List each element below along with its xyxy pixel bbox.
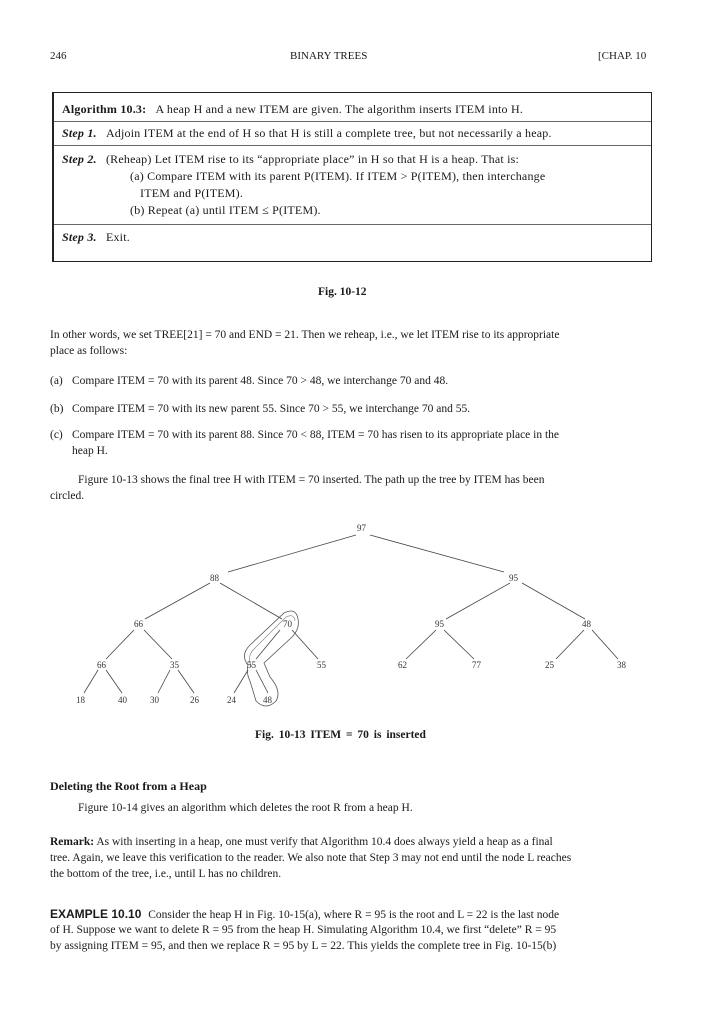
example-line: of H. Suppose we want to delete R = 95 from the heap H. Simulating Algorithm 10.4, we first “delete” R = 95 xyxy=(50,924,557,936)
tree-node: 48 xyxy=(263,695,272,705)
tree-edge xyxy=(84,670,98,693)
figure-caption-10-12: Fig. 10-12 xyxy=(318,286,367,298)
step2b-line: (b) Repeat (a) until ITEM ≤ P(ITEM). xyxy=(130,203,321,217)
tree-edge xyxy=(158,670,170,693)
tree-node: 97 xyxy=(357,523,366,533)
divider xyxy=(54,145,651,146)
tree-edge xyxy=(446,583,510,619)
list-item-text: Compare ITEM = 70 with its new parent 55. Since 70 > 55, we interchange 70 and 55. xyxy=(72,403,471,415)
algorithm-box xyxy=(52,92,652,262)
tree-node: 18 xyxy=(76,695,85,705)
tree-node: 30 xyxy=(150,695,159,705)
tree-edge xyxy=(256,670,268,693)
tree-node: 35 xyxy=(170,660,179,670)
list-item-label: (a) xyxy=(50,375,63,387)
tree-node: 55 xyxy=(317,660,326,670)
example-text: Consider the heap H in Fig. 10-15(a), where R = 95 is the root and L = 22 is the last node xyxy=(148,909,560,921)
divider xyxy=(54,224,651,225)
tree-node: 66 xyxy=(97,660,106,670)
step1-line xyxy=(62,126,552,141)
step1-text: Adjoin ITEM at the end of H so that H is still a complete tree, but not necessarily a heap. xyxy=(105,126,552,140)
tree-node: 38 xyxy=(617,660,626,670)
step2-line xyxy=(62,152,519,167)
remark-label: Remark: xyxy=(50,836,95,848)
paragraph-line: place as follows: xyxy=(50,345,128,357)
step2a-line2: ITEM and P(ITEM). xyxy=(140,186,244,200)
tree-edge xyxy=(220,583,282,619)
step2a-line1: (a) Compare ITEM with its parent P(ITEM). If ITEM > P(ITEM), then interchange xyxy=(130,169,546,183)
tree-edge xyxy=(106,670,122,693)
step2-label: Step 2. xyxy=(62,152,97,166)
list-item-label: (c) xyxy=(50,429,63,441)
example-label: EXAMPLE 10.10 xyxy=(50,907,142,921)
heap-tree-figure xyxy=(0,515,703,715)
tree-edge xyxy=(556,630,584,659)
tree-node: 66 xyxy=(134,619,143,629)
algorithm-label: Algorithm 10.3: xyxy=(62,102,147,116)
list-item-text: heap H. xyxy=(72,445,108,457)
paragraph-line: circled. xyxy=(50,490,85,502)
tree-edge xyxy=(144,630,172,659)
paragraph-line: In other words, we set TREE[21] = 70 and END = 21. Then we reheap, i.e., we let ITEM rise to its appropriate xyxy=(50,329,560,341)
tree-node: 48 xyxy=(582,619,591,629)
paragraph-line: Figure 10-13 shows the final tree H with ITEM = 70 inserted. The path up the tree by ITEM has been xyxy=(78,474,545,486)
tree-node: 55 xyxy=(247,660,256,670)
running-title: BINARY TREES xyxy=(290,50,368,62)
list-item-text: Compare ITEM = 70 with its parent 48. Since 70 > 48, we interchange 70 and 48. xyxy=(72,375,449,387)
tree-edge xyxy=(370,535,504,572)
tree-node: 70 xyxy=(283,619,292,629)
section-heading: Deleting the Root from a Heap xyxy=(50,779,207,793)
tree-edge xyxy=(178,670,194,693)
remark-line: the bottom of the tree, i.e., until L has no children. xyxy=(50,868,282,880)
divider xyxy=(54,121,651,122)
tree-node: 26 xyxy=(190,695,199,705)
step3-line xyxy=(62,230,130,245)
list-item-label: (b) xyxy=(50,403,64,415)
step2-text: (Reheap) Let ITEM rise to its “appropriate place” in H so that H is a heap. That is: xyxy=(105,152,520,166)
algorithm-intro-line xyxy=(62,102,523,117)
paragraph-line: Figure 10-14 gives an algorithm which deletes the root R from a heap H. xyxy=(78,802,413,814)
algorithm-intro: A heap H and a new ITEM are given. The algorithm inserts ITEM into H. xyxy=(155,102,524,116)
chapter-label: [CHAP. 10 xyxy=(598,50,647,62)
list-item-text: Compare ITEM = 70 with its parent 88. Since 70 < 88, ITEM = 70 has risen to its appropriate place in the xyxy=(72,429,560,441)
page-number: 246 xyxy=(50,50,67,62)
tree-node: 95 xyxy=(509,573,518,583)
tree-edge xyxy=(522,583,585,619)
tree-edge xyxy=(256,630,280,659)
tree-edge xyxy=(234,670,248,693)
tree-node: 24 xyxy=(227,695,236,705)
figure-caption-10-13: Fig. 10-13 ITEM = 70 is inserted xyxy=(255,729,426,741)
tree-edge xyxy=(106,630,134,659)
tree-node: 40 xyxy=(118,695,127,705)
tree-edge xyxy=(444,630,474,659)
example-line xyxy=(50,906,655,923)
tree-node: 77 xyxy=(472,660,481,670)
step3-label: Step 3. xyxy=(62,230,97,244)
tree-edge xyxy=(228,535,356,572)
remark-line: tree. Again, we leave this verification to the reader. We also note that Step 3 may not end until the node L reaches xyxy=(50,852,572,864)
tree-node: 62 xyxy=(398,660,407,670)
step3-text: Exit. xyxy=(105,230,130,244)
tree-edge xyxy=(592,630,618,659)
step1-label: Step 1. xyxy=(62,126,97,140)
example-line: by assigning ITEM = 95, and then we replace R = 95 by L = 22. This yields the complete tree in Fig. 10-15(b) xyxy=(50,940,557,952)
remark-text: As with inserting in a heap, one must verify that Algorithm 10.4 does always yield a heap as a final xyxy=(96,836,553,848)
tree-edge xyxy=(145,583,210,619)
tree-edge xyxy=(292,630,318,659)
tree-node: 25 xyxy=(545,660,554,670)
tree-node: 88 xyxy=(210,573,219,583)
remark-line xyxy=(50,834,655,850)
tree-edge xyxy=(406,630,436,659)
tree-node: 95 xyxy=(435,619,444,629)
